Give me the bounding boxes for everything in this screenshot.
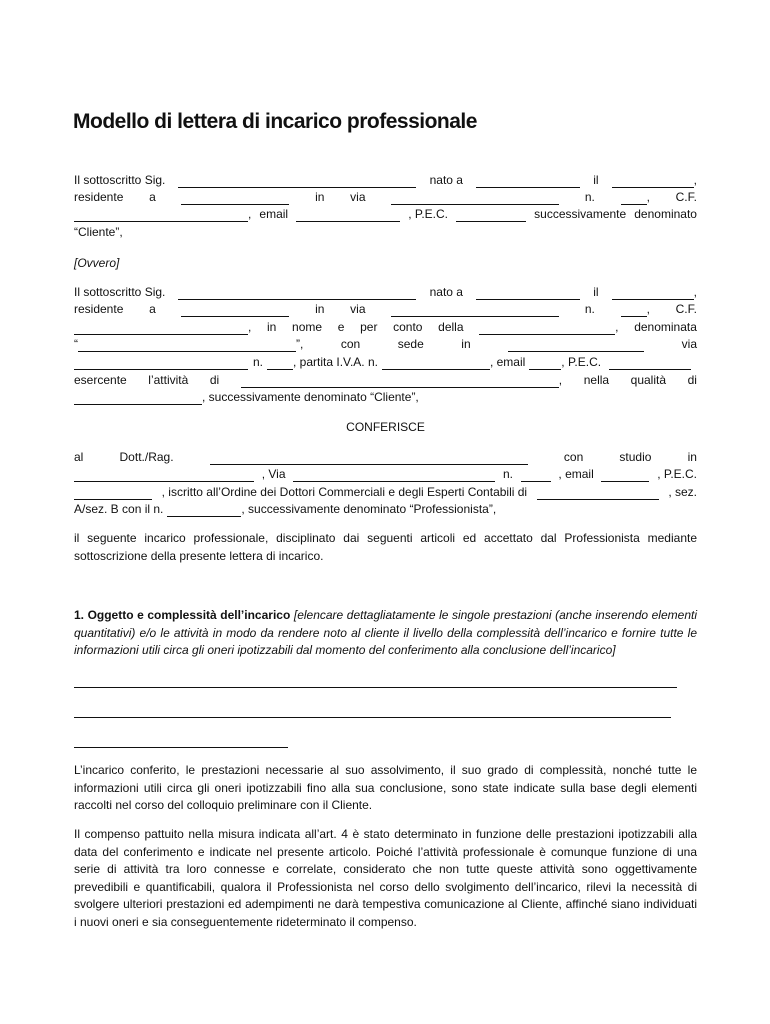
label-nome: nome: [292, 320, 323, 334]
label-successivamente: successivamente: [534, 207, 627, 221]
label-il: il: [593, 173, 599, 187]
paragraph-incarico: L’incarico conferito, le prestazioni necessarie al suo assolvimento, il suo grado di complessità, nonché tutte le informazioni utili circa gli oneri ipotizzabili fino alla sua conclusione, sono state indicate sulla base degli elementi raccolti nel corso del colloquio preliminare con il Cliente.: [74, 763, 697, 813]
label-email: email: [259, 207, 289, 221]
label-cf: C.F.: [675, 190, 697, 204]
label-denominato-cliente: , successivamente denominato “Cliente”,: [202, 390, 419, 404]
blank-number[interactable]: [621, 304, 647, 317]
blank-birthplace[interactable]: [476, 175, 580, 188]
b3-line-4: [74, 501, 697, 517]
blank-residence[interactable]: [181, 304, 289, 317]
label-dott-rag: Dott./Rag.: [119, 450, 174, 464]
blank-cf[interactable]: [74, 209, 248, 222]
label-residente: residente: [74, 190, 124, 204]
intro-paragraph: il seguente incarico professionale, disciplinato dai seguenti articoli ed accettato dal Professionista mediante sottoscrizione della presente lettera di incarico.: [74, 531, 697, 563]
b2-line-2: [74, 301, 697, 317]
blank-name[interactable]: [178, 287, 416, 300]
blank-studio-city[interactable]: [74, 469, 254, 482]
close-quote: ”,: [296, 337, 304, 351]
comma: ,: [615, 320, 619, 334]
label-a: a: [149, 190, 156, 204]
blank-pec[interactable]: [609, 357, 691, 370]
label-n: n.: [584, 190, 595, 204]
label-sez-b: A/sez. B con il n.: [74, 502, 164, 516]
b1-line-4: [74, 224, 697, 240]
label-via: via: [350, 190, 366, 204]
blank-activity[interactable]: [241, 375, 559, 388]
comma: ,: [248, 320, 252, 334]
comma: ,: [693, 173, 697, 187]
blank-registration-number[interactable]: [167, 504, 241, 517]
label-nato-a: nato a: [429, 285, 463, 299]
blank-email[interactable]: [529, 357, 561, 370]
b1-line-3: [74, 206, 697, 222]
label-via: , Via: [261, 467, 286, 481]
b2-line-5: [74, 354, 697, 370]
label-sottoscritto: Il sottoscritto Sig.: [74, 285, 166, 299]
label-pec: , P.E.C.: [657, 467, 697, 481]
blank-cf[interactable]: [74, 322, 248, 335]
article-1-heading: 1. Oggetto e complessità dell’incarico: [74, 608, 291, 622]
label-pec: , P.E.C.: [561, 355, 602, 369]
label-sede: sede: [397, 337, 424, 351]
label-nato-a: nato a: [429, 173, 463, 187]
article-1-note: [elencare dettagliatamente le singole prestazioni (anche inserendo elementi quantitativi) e/o le attività in modo da rendere noto al cliente il livello della complessità dell’incarico e fornire tutte le informazioni utili circa gli oneri ipotizzabili dal momento del conferimento alla conclusione dell’incarico]: [74, 608, 697, 658]
comma: ,: [248, 207, 252, 221]
blank-number[interactable]: [621, 192, 647, 205]
label-e: e: [337, 320, 345, 334]
label-email: , email: [489, 355, 526, 369]
b3-line-1: [74, 449, 697, 465]
ovvero-note: [74, 255, 697, 271]
fill-line-1[interactable]: [74, 687, 677, 688]
comma: ,: [646, 190, 650, 204]
page-title: Modello di lettera di incarico professionale: [73, 110, 477, 133]
blank-birthdate[interactable]: [612, 287, 694, 300]
b2-line-3: [74, 319, 697, 335]
blank-piva[interactable]: [382, 357, 490, 370]
label-cliente: “Cliente”,: [74, 225, 123, 239]
blank-birthdate[interactable]: [612, 175, 694, 188]
label-della: della: [438, 320, 464, 334]
blank-studio-number[interactable]: [521, 469, 551, 482]
paragraph-compenso: Il compenso pattuito nella misura indicata all’art. 4 è stato determinato in funzione delle prestazioni ipotizzabili alla data del conferimento e indicate nel presente articolo. Poiché l’attività professionale è comunque funzione di una serie di attività tra loro connesse e correlate, considerato che non tutte queste attività sono oggettivamente prevedibili e quantificabili, qualora il Professionista nel corso dello svolgimento dell’incarico, rilevi la necessità di svolgere ulteriori prestazioni ed adempimenti ne darà tempestiva comunicazione al Cliente, affinché siano individuati i nuovi oneri e sia conseguentemente rideterminato il compenso.: [74, 827, 697, 929]
b2-line-7: [74, 389, 697, 405]
label-cf: C.F.: [675, 302, 697, 316]
label-con: con: [563, 450, 584, 464]
label-email: , email: [558, 467, 594, 481]
fill-line-2[interactable]: [74, 717, 671, 718]
ovvero-text: [Ovvero]: [74, 256, 120, 270]
label-conto: conto: [393, 320, 423, 334]
blank-role[interactable]: [74, 392, 202, 405]
blank-name[interactable]: [178, 175, 416, 188]
label-sez: , sez.: [668, 485, 697, 499]
blank-professional-name[interactable]: [210, 452, 528, 465]
blank-birthplace[interactable]: [476, 287, 580, 300]
label-in: in: [315, 190, 325, 204]
label-n: n.: [502, 467, 513, 481]
label-il: il: [593, 285, 599, 299]
blank-office-number[interactable]: [267, 357, 293, 370]
blank-studio-pec[interactable]: [74, 487, 152, 500]
label-denominato: denominato: [634, 207, 697, 221]
label-per: per: [360, 320, 378, 334]
label-via: via: [681, 337, 697, 351]
label-via: via: [350, 302, 366, 316]
conferisce-heading: CONFERISCE: [346, 420, 425, 434]
blank-company-name[interactable]: [78, 339, 296, 352]
b2-line-6: [74, 372, 697, 388]
label-n: n.: [584, 302, 595, 316]
article-1: [74, 607, 697, 660]
blank-company[interactable]: [479, 322, 615, 335]
label-residente: residente: [74, 302, 124, 316]
label-sottoscritto: Il sottoscritto Sig.: [74, 173, 166, 187]
blank-pec[interactable]: [456, 209, 526, 222]
comma: ,: [693, 285, 697, 299]
b3-line-2: [74, 466, 697, 482]
blank-studio-email[interactable]: [601, 469, 649, 482]
blank-email[interactable]: [296, 209, 400, 222]
b2-line-4: [74, 336, 697, 352]
b1-line-2: [74, 189, 697, 205]
blank-office-city[interactable]: [508, 339, 644, 352]
blank-office-street[interactable]: [74, 357, 248, 370]
label-denominato-professionista: , successivamente denominato “Professionista”,: [241, 502, 497, 516]
blank-studio-street[interactable]: [293, 469, 495, 482]
b1-line-1: [74, 172, 697, 188]
label-a: a: [149, 302, 156, 316]
label-di: di: [209, 373, 220, 387]
label-pec: , P.E.C.: [408, 207, 449, 221]
open-quote: “: [74, 337, 78, 351]
b3-line-3: [74, 484, 697, 500]
label-iscritto-ordine: , iscritto all’Ordine dei Dottori Commerciali e degli Esperti Contabili di: [161, 485, 528, 499]
label-di: di: [687, 373, 697, 387]
comma: ,: [558, 373, 563, 387]
label-in: in: [461, 337, 471, 351]
comma: ,: [646, 302, 650, 316]
label-n: n.: [253, 355, 264, 369]
label-esercente: esercente: [74, 373, 127, 387]
blank-street[interactable]: [391, 192, 559, 205]
blank-street[interactable]: [391, 304, 559, 317]
label-al: al: [74, 450, 84, 464]
label-in: in: [687, 450, 697, 464]
label-qualita: qualità: [630, 373, 667, 387]
label-attivita: l’attività: [148, 373, 189, 387]
label-piva: , partita I.V.A. n.: [293, 355, 378, 369]
blank-ordine-city[interactable]: [537, 487, 659, 500]
label-nella: nella: [583, 373, 610, 387]
label-studio: studio: [619, 450, 652, 464]
b2-line-1: [74, 284, 697, 300]
blank-residence[interactable]: [181, 192, 289, 205]
label-denominata: denominata: [634, 320, 697, 334]
label-con: con: [340, 337, 361, 351]
fill-line-3[interactable]: [74, 747, 288, 748]
label-in: in: [315, 302, 325, 316]
label-in: in: [267, 320, 277, 334]
